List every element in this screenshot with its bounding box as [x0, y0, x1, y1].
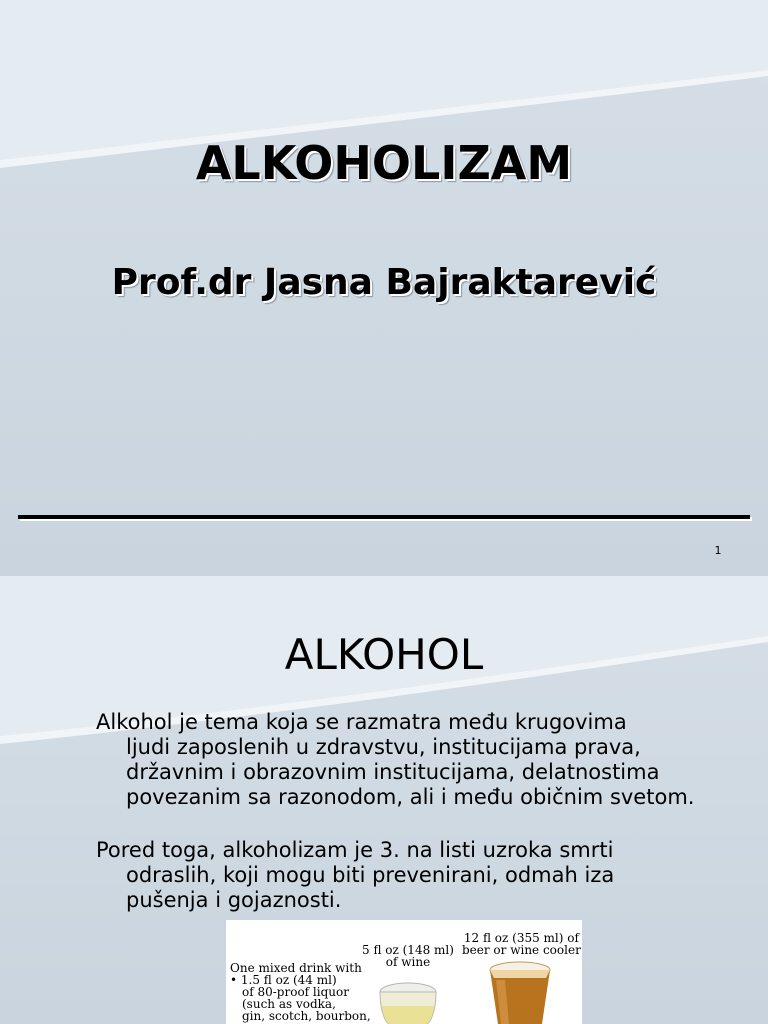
divider-line — [18, 515, 750, 519]
author-name: Prof.dr Jasna Bajraktarević — [111, 262, 657, 303]
wine-glass-icon — [380, 983, 436, 1024]
slide-title: ALKOHOL — [284, 630, 484, 679]
paragraph-continuation: odraslih, koji mogu biti prevenirani, odmah iza pušenja i gojaznosti. — [126, 863, 615, 912]
beer-glass-icon — [490, 962, 550, 1024]
spirits-label: One mixed drink with • 1.5 fl oz (44 ml) of 80-proof liquor (such as vodka, gin, scotch, bourbon, — [230, 961, 371, 1023]
presentation-title: ALKOHOLIZAM — [195, 136, 573, 190]
paragraph-first-line: Pored toga, alkoholizam je 3. na listi uzroka smrti — [96, 838, 614, 862]
paragraph-mortality — [96, 838, 696, 913]
wine-label: 5 fl oz (148 ml) of wine — [362, 943, 454, 969]
paragraph-first-line: Alkohol je tema koja se razmatra među krugovima — [96, 710, 627, 734]
beer-label: 12 fl oz (355 ml) of beer or wine cooler — [462, 931, 581, 957]
paragraph-alcohol-topic — [96, 710, 696, 810]
page-number: 1 — [714, 544, 722, 557]
paragraph-continuation: ljudi zaposlenih u zdravstvu, institucijama prava, državnim i obrazovnim institucijama, delatnostima povezanim sa razonodom, ali i među običnim svetom. — [126, 735, 695, 809]
drink-glasses — [226, 920, 582, 1024]
slide-2 — [0, 576, 768, 1024]
standard-drink-illustration — [226, 920, 582, 1024]
